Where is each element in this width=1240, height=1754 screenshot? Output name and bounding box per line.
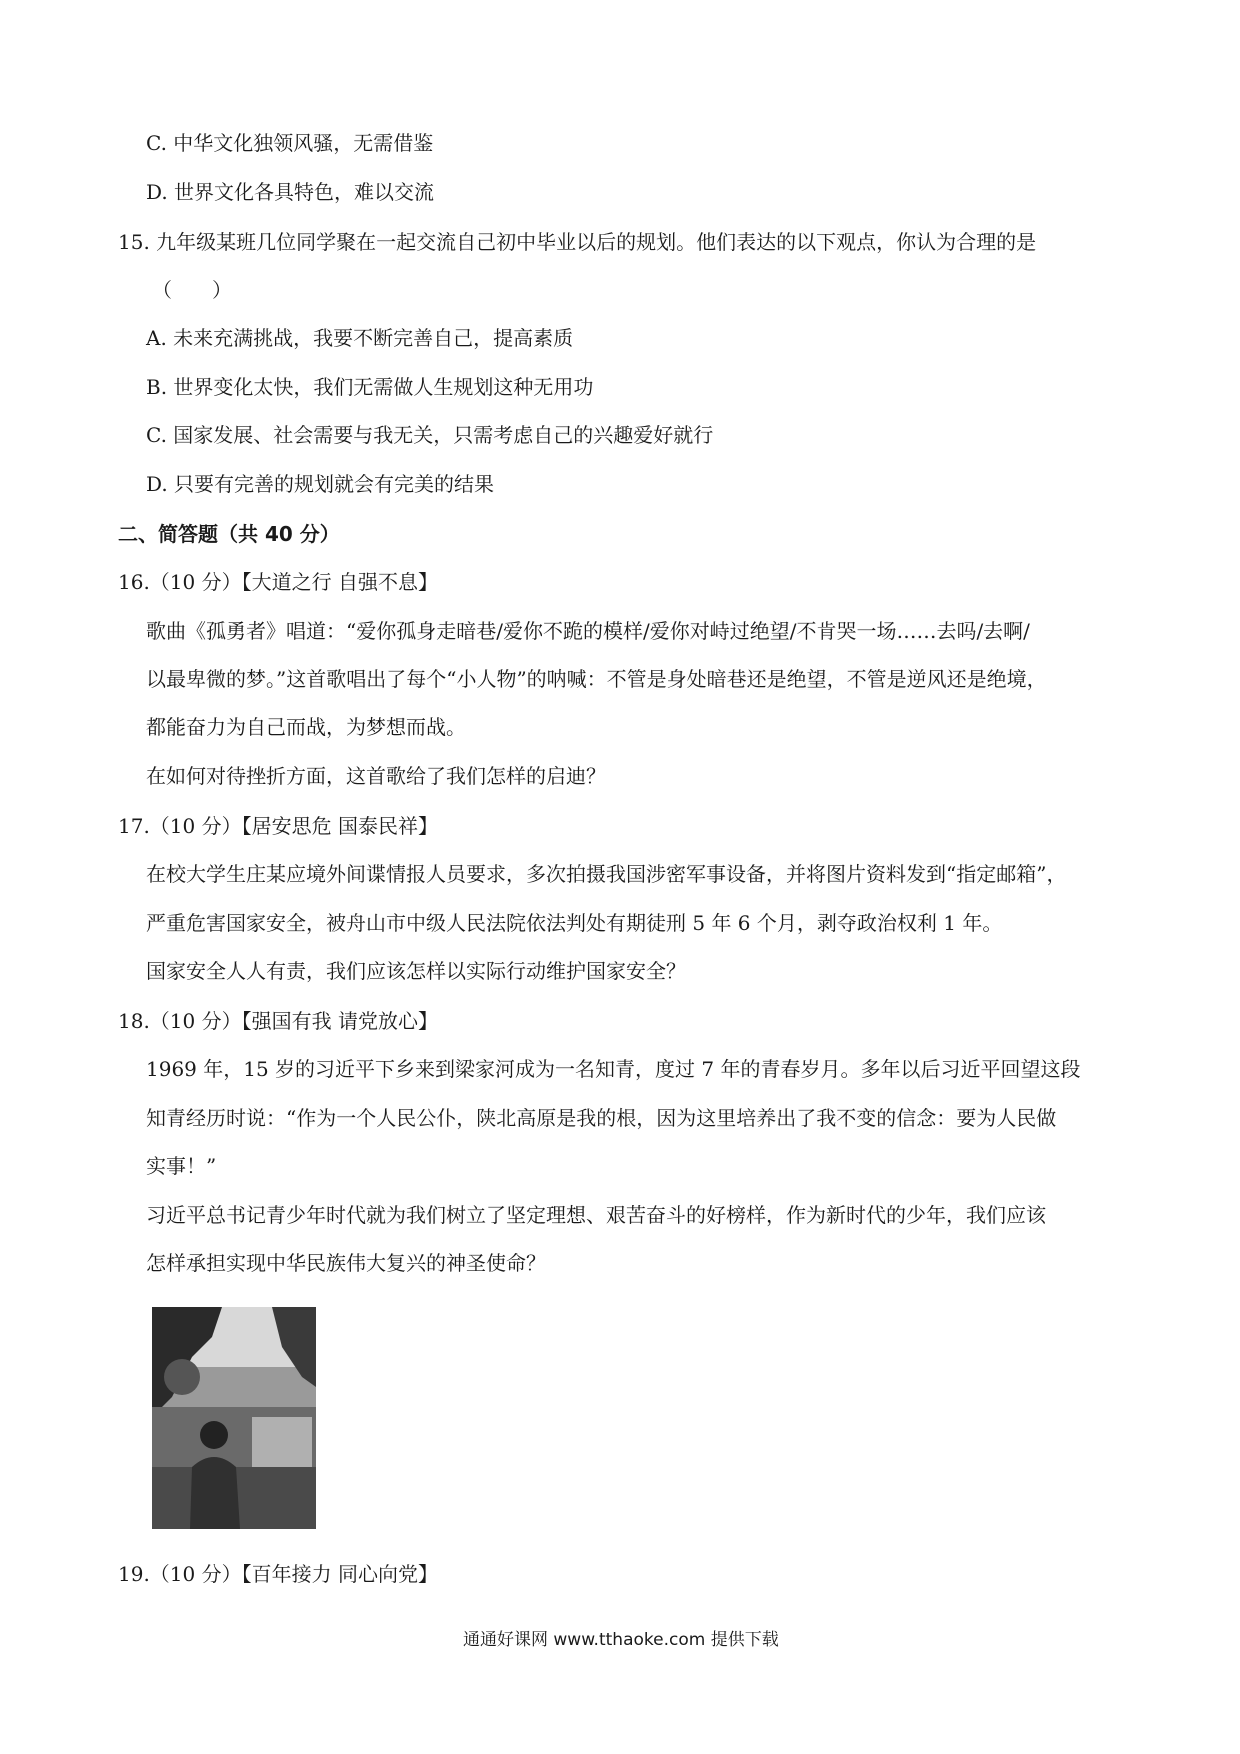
option-a-15: A. 未来充满挑战，我要不断完善自己，提高素质 <box>146 326 574 350</box>
question-16-prompt: 在如何对待挫折方面，这首歌给了我们怎样的启迪？ <box>146 764 606 788</box>
question-18-prompt: 习近平总书记青少年时代就为我们树立了坚定理想、艰苦奋斗的好榜样，作为新时代的少年，我们应该 <box>146 1203 1046 1227</box>
question-17-text: 在校大学生庄某应境外间谍情报人员要求，多次拍摄我国涉密军事设备，并将图片资料发到“指定邮箱”， <box>146 862 1067 886</box>
question-18-text: 实事！” <box>146 1154 217 1178</box>
footer-text: 通通好课网 www.tthaoke.com 提供下载 <box>463 1630 779 1650</box>
question-16-title: 16.（10 分）【大道之行 自强不息】 <box>118 570 438 594</box>
photo-young-man <box>152 1307 316 1529</box>
option-d-15: D. 只要有完善的规划就会有完美的结果 <box>146 472 495 496</box>
question-18-text: 知青经历时说：“作为一个人民公仆，陕北高原是我的根，因为这里培养出了我不变的信念：要为人民做 <box>146 1106 1057 1130</box>
question-18-title: 18.（10 分）【强国有我 请党放心】 <box>118 1009 438 1033</box>
question-16-text: 以最卑微的梦。”这首歌唱出了每个“小人物”的呐喊：不管是身处暗巷还是绝望，不管是逆风还是绝境， <box>146 667 1047 691</box>
section-heading: 二、简答题（共 40 分） <box>118 522 340 546</box>
question-18-prompt: 怎样承担实现中华民族伟大复兴的神圣使命？ <box>146 1251 546 1275</box>
question-16-text: 歌曲《孤勇者》唱道：“爱你孤身走暗巷/爱你不跪的模样/爱你对峙过绝望/不肯哭一场……去吗/去啊/ <box>146 619 1030 643</box>
option-d-14: D. 世界文化各具特色，难以交流 <box>146 180 435 204</box>
option-c-14: C. 中华文化独领风骚，无需借鉴 <box>146 131 434 155</box>
answer-blank: （ ） <box>152 278 232 302</box>
question-17-text: 严重危害国家安全，被舟山市中级人民法院依法判处有期徒刑 5 年 6 个月，剥夺政治权利 1 年。 <box>146 911 1003 935</box>
option-b-15: B. 世界变化太快，我们无需做人生规划这种无用功 <box>146 375 594 399</box>
option-c-15: C. 国家发展、社会需要与我无关，只需考虑自己的兴趣爱好就行 <box>146 423 714 447</box>
question-17-title: 17.（10 分）【居安思危 国泰民祥】 <box>118 814 438 838</box>
question-19-title: 19.（10 分）【百年接力 同心向党】 <box>118 1562 438 1586</box>
question-17-prompt: 国家安全人人有责，我们应该怎样以实际行动维护国家安全？ <box>146 959 686 983</box>
question-16-text: 都能奋力为自己而战，为梦想而战。 <box>146 715 466 739</box>
question-15-stem: 15. 九年级某班几位同学聚在一起交流自己初中毕业以后的规划。他们表达的以下观点，你认为合理的是 <box>118 230 1037 254</box>
question-18-text: 1969 年，15 岁的习近平下乡来到梁家河成为一名知青，度过 7 年的青春岁月。多年以后习近平回望这段 <box>146 1057 1081 1081</box>
